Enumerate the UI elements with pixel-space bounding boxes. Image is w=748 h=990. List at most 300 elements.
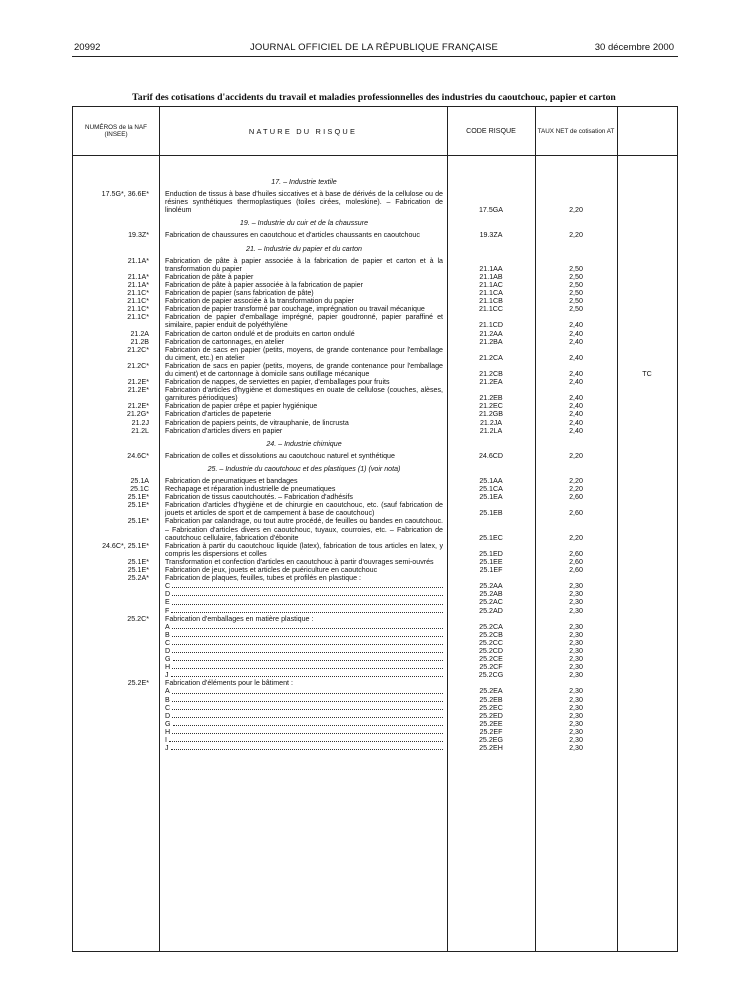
risk-code: 21.2AA — [479, 329, 503, 338]
naf-code: 21.1A* — [127, 272, 149, 281]
risk-code: 25.2CC — [478, 638, 504, 647]
risk-nature-text: Rechapage et réparation industrielle de pneumatiques — [165, 485, 336, 494]
risk-nature-text: Fabrication d'articles d'hygiène et de chirurgie en caoutchouc, etc. (sauf fabrication de jouets et articles de sport et de campement à base de caoutchouc) — [165, 501, 443, 518]
section-heading: 17. – Industrie textile — [271, 178, 337, 186]
risk-nature — [165, 720, 443, 728]
table-row — [73, 402, 677, 410]
net-rate: 2,60 — [569, 549, 583, 558]
risk-code: 25.2CD — [478, 646, 504, 655]
risk-nature — [165, 410, 443, 418]
net-rate: 2,20 — [569, 533, 583, 542]
risk-nature-text: Transformation et confection d'articles en caoutchouc à partir d'ouvrages semi-ouvrés — [165, 557, 434, 566]
net-rate: 2,60 — [569, 566, 583, 575]
risk-code: 21.2GB — [478, 410, 504, 419]
dot-leader — [171, 607, 443, 613]
table-row — [73, 574, 677, 582]
table-row — [73, 346, 677, 362]
table-row — [73, 231, 677, 239]
table-row — [73, 378, 677, 386]
net-rate: 2,30 — [569, 744, 583, 753]
risk-nature — [165, 655, 443, 663]
column-header-taux: TAUX NET de cotisation AT — [537, 127, 615, 135]
risk-nature-text: G — [165, 655, 171, 664]
risk-nature-text: C — [165, 582, 171, 591]
risk-nature — [165, 427, 443, 435]
dot-leader — [173, 720, 443, 726]
risk-code: 24.6CD — [478, 451, 504, 460]
naf-code: 25.1E* — [127, 557, 149, 566]
risk-nature — [165, 744, 443, 752]
risk-nature-text: Fabrication de sacs en papier (petits, moyens, de grande contenance pour l'emballage du ciment, etc.) en atelier — [165, 345, 443, 362]
table-row — [73, 687, 677, 695]
risk-nature-text: Fabrication de pâte à papier associée à la fabrication de papier et carton et à la transformation du papier — [165, 256, 443, 273]
risk-nature-text: Fabrication de pneumatiques et bandages — [165, 477, 298, 485]
risk-nature — [165, 485, 443, 493]
table-row — [73, 647, 677, 655]
net-rate: 2,50 — [569, 280, 583, 289]
risk-code: 25.2EG — [478, 736, 504, 744]
table-row — [73, 517, 677, 541]
net-rate: 2,40 — [569, 394, 583, 403]
naf-code: 17.5G*, 36.6E* — [101, 190, 149, 199]
table-row — [73, 679, 677, 687]
risk-code: 21.1CC — [478, 305, 504, 314]
risk-nature — [165, 558, 443, 566]
risk-nature-text: D — [165, 646, 171, 655]
net-rate: 2,20 — [569, 231, 583, 240]
table-row — [73, 289, 677, 297]
risk-code: 25.1EF — [479, 566, 503, 575]
risk-nature-text: E — [165, 598, 170, 607]
table-row — [73, 655, 677, 663]
risk-nature — [165, 687, 443, 695]
table-row — [73, 696, 677, 704]
risk-code: 21.2EC — [479, 402, 503, 411]
risk-nature — [165, 402, 443, 410]
naf-code: 19.3Z* — [128, 231, 149, 240]
risk-nature — [165, 289, 443, 297]
net-rate: 2,30 — [569, 727, 583, 736]
naf-code: 25.2E* — [127, 679, 149, 688]
naf-code: 21.1A* — [127, 280, 149, 289]
naf-code: 25.1E* — [127, 493, 149, 502]
risk-nature-text: Fabrication de pâte à papier associée à la fabrication de papier — [165, 280, 363, 289]
table-row — [73, 501, 677, 517]
table-row — [73, 427, 677, 435]
risk-code: 25.2EB — [479, 695, 503, 704]
risk-code: 25.2CA — [479, 622, 503, 631]
table-row — [73, 257, 677, 273]
column-header-nature: NATURE DU RISQUE — [248, 126, 358, 136]
risk-code: 25.2CE — [479, 655, 503, 664]
risk-nature-text: H — [165, 727, 171, 736]
net-rate: 2,50 — [569, 297, 583, 306]
risk-nature-text: Fabrication de papier transformé par couchage, imprégnation ou travail mécanique — [165, 305, 425, 314]
risk-nature-text: Fabrication d'articles d'hygiène et domestiques en ouate de cellulose (couches, alèses, garnitures périodiques) — [165, 386, 443, 403]
table-row — [73, 452, 677, 460]
risk-nature — [165, 663, 443, 671]
rate-note: TC — [642, 369, 652, 378]
net-rate: 2,30 — [569, 663, 583, 672]
net-rate: 2,50 — [569, 264, 583, 273]
table-row — [73, 297, 677, 305]
naf-code: 21.2L — [131, 426, 149, 435]
table-row — [73, 477, 677, 485]
risk-nature — [165, 679, 443, 687]
net-rate: 2,60 — [569, 557, 583, 566]
tariff-table — [72, 106, 678, 952]
net-rate: 2,30 — [569, 630, 583, 639]
table-row — [73, 386, 677, 402]
section-heading: 25. – Industrie du caoutchouc et des plastiques (1) (voir nota) — [207, 464, 401, 473]
risk-nature — [165, 639, 443, 647]
net-rate: 2,50 — [569, 272, 583, 281]
net-rate: 2,40 — [569, 410, 583, 419]
risk-nature-text: J — [165, 671, 169, 680]
net-rate: 2,30 — [569, 703, 583, 712]
table-row — [73, 704, 677, 712]
net-rate: 2,30 — [569, 655, 583, 664]
naf-code: 25.2C* — [127, 614, 149, 623]
risk-code: 25.2AD — [479, 606, 503, 615]
table-row — [73, 305, 677, 313]
table-row — [73, 281, 677, 289]
risk-nature — [165, 566, 443, 574]
dot-leader — [172, 704, 443, 710]
dot-leader — [172, 728, 443, 734]
risk-code: 21.2JA — [479, 418, 503, 427]
net-rate: 2,30 — [569, 606, 583, 615]
net-rate: 2,50 — [569, 305, 583, 314]
table-row — [73, 410, 677, 418]
naf-code: 21.2A — [130, 329, 149, 338]
risk-nature — [165, 273, 443, 281]
net-rate: 2,30 — [569, 719, 583, 728]
table-row — [73, 330, 677, 338]
naf-code: 21.1C* — [127, 313, 149, 322]
risk-nature — [165, 623, 443, 631]
risk-nature — [165, 607, 443, 615]
risk-nature — [165, 297, 443, 305]
risk-nature — [165, 281, 443, 289]
risk-code: 25.1EB — [479, 509, 503, 518]
table-row — [73, 419, 677, 427]
net-rate: 2,30 — [569, 687, 583, 696]
risk-code: 25.2EC — [479, 703, 503, 712]
net-rate: 2,30 — [569, 736, 583, 744]
dot-leader — [172, 590, 443, 596]
risk-nature — [165, 346, 443, 362]
dot-leader — [172, 712, 443, 718]
dot-leader — [172, 623, 443, 629]
column-header-naf: NUMÉROS de la NAF (INSEE) — [85, 124, 147, 138]
naf-code: 25.2A* — [127, 574, 149, 583]
table-row — [73, 671, 677, 679]
dot-leader — [172, 663, 443, 669]
risk-nature — [165, 582, 443, 590]
risk-nature — [165, 231, 443, 239]
net-rate: 2,30 — [569, 622, 583, 631]
dot-leader — [173, 655, 443, 661]
risk-code: 25.1AA — [479, 477, 503, 485]
net-rate: 2,40 — [569, 337, 583, 346]
risk-nature-text: C — [165, 638, 171, 647]
section-heading: 21. – Industrie du papier et du carton — [246, 244, 362, 253]
naf-code: 21.2G* — [126, 410, 149, 419]
table-row — [73, 542, 677, 558]
net-rate: 2,30 — [569, 582, 583, 591]
dot-leader — [169, 736, 443, 742]
table-row — [73, 493, 677, 501]
risk-nature — [165, 313, 443, 329]
risk-nature — [165, 598, 443, 606]
risk-code: 21.2CB — [479, 369, 503, 378]
table-row — [73, 558, 677, 566]
table-row — [73, 590, 677, 598]
risk-code: 25.2AA — [479, 582, 503, 591]
table-row — [73, 728, 677, 736]
table-row — [73, 615, 677, 623]
risk-nature — [165, 712, 443, 720]
risk-nature-text: Enduction de tissus à base d'huiles siccatives et à base de dérivés de la cellulose ou de résines synthétiques thermoplastiques (toiles cirées, moleskine). – Fabrication de linoléum — [165, 190, 443, 215]
naf-code: 21.2E* — [127, 386, 149, 395]
risk-nature-text: Fabrication de colles et dissolutions au caoutchouc naturel et synthétique — [165, 451, 395, 460]
risk-nature — [165, 493, 443, 501]
net-rate: 2,40 — [569, 426, 583, 435]
net-rate: 2,30 — [569, 638, 583, 647]
naf-code: 25.1E* — [127, 517, 149, 526]
table-row — [73, 190, 677, 214]
risk-nature — [165, 542, 443, 558]
risk-nature-text: C — [165, 703, 171, 712]
table-row — [73, 639, 677, 647]
risk-nature-text: Fabrication de plaques, feuilles, tubes et profilés en plastique : — [165, 574, 361, 583]
net-rate: 2,40 — [569, 402, 583, 411]
risk-code: 25.2EA — [479, 687, 503, 696]
risk-nature-text: F — [165, 606, 170, 615]
table-row — [73, 663, 677, 671]
risk-nature — [165, 671, 443, 679]
risk-nature-text: Fabrication de papier crêpe et papier hygiénique — [165, 402, 318, 411]
risk-code: 21.1AC — [479, 280, 503, 289]
risk-code: 19.3ZA — [479, 231, 503, 240]
naf-code: 21.2E* — [127, 378, 149, 387]
risk-code: 21.2EA — [479, 378, 503, 387]
risk-nature — [165, 728, 443, 736]
net-rate: 2,30 — [569, 590, 583, 599]
risk-nature-text: B — [165, 695, 170, 704]
net-rate: 2,30 — [569, 671, 583, 680]
issue-date: 30 décembre 2000 — [594, 42, 674, 53]
risk-code: 25.2CG — [478, 671, 504, 680]
page-number: 20992 — [74, 42, 101, 53]
section-heading: 19. – Industrie du cuir et de la chaussure — [239, 219, 369, 228]
table-row — [73, 582, 677, 590]
risk-nature — [165, 419, 443, 427]
risk-nature — [165, 477, 443, 485]
dot-leader — [171, 671, 443, 677]
net-rate: 2,20 — [569, 206, 583, 215]
naf-code: 21.1C* — [127, 305, 149, 314]
risk-nature-text: Fabrication de papiers peints, de vitrauphanie, de lincrusta — [165, 418, 349, 427]
header-rule — [72, 56, 678, 57]
risk-nature-text: Fabrication de sacs en papier (petits, moyens, de grande contenance pour l'emballage du ciment) et de cartonnage à domicile sans outillage mécanique — [165, 361, 443, 378]
naf-code: 21.2C* — [127, 361, 149, 370]
document-title: Tarif des cotisations d'accidents du travail et maladies professionnelles des industries du caoutchouc, papier et carton — [132, 92, 616, 103]
net-rate: 2,60 — [569, 509, 583, 518]
net-rate: 2,30 — [569, 646, 583, 655]
naf-code: 25.1C — [130, 485, 149, 494]
table-row — [73, 736, 677, 744]
dot-leader — [172, 582, 443, 588]
dot-leader — [172, 647, 443, 653]
section-heading: 24. – Industrie chimique — [266, 439, 342, 448]
risk-nature — [165, 696, 443, 704]
dot-leader — [172, 598, 443, 604]
risk-nature — [165, 501, 443, 517]
risk-code: 21.1CB — [479, 297, 503, 306]
table-row — [73, 566, 677, 574]
net-rate: 2,20 — [569, 477, 583, 485]
net-rate: 2,20 — [569, 451, 583, 460]
risk-nature-text: Fabrication de papier d'emballage imprégné, papier goudronné, papier paraffiné et similaire, papier enduit de polyéthylène — [165, 313, 443, 330]
table-row — [73, 338, 677, 346]
risk-nature — [165, 704, 443, 712]
naf-code: 25.1E* — [127, 501, 149, 510]
table-row — [73, 273, 677, 281]
table-row — [73, 485, 677, 493]
naf-code: 21.2B — [130, 337, 149, 346]
net-rate: 2,20 — [569, 485, 583, 494]
net-rate: 2,40 — [569, 321, 583, 330]
risk-nature — [165, 615, 443, 623]
risk-code: 25.1EC — [479, 533, 503, 542]
risk-nature — [165, 257, 443, 273]
risk-nature-text: B — [165, 630, 170, 639]
net-rate: 2,40 — [569, 378, 583, 387]
risk-code: 25.2AB — [479, 590, 503, 599]
naf-code: 21.2C* — [127, 345, 149, 354]
risk-nature — [165, 362, 443, 378]
risk-nature — [165, 378, 443, 386]
risk-code: 21.2EB — [479, 394, 503, 403]
risk-nature-text: Fabrication de papier associée à la transformation du papier — [165, 297, 354, 306]
risk-nature-text: A — [165, 687, 170, 696]
journal-title: JOURNAL OFFICIEL DE LA RÉPUBLIQUE FRANÇAISE — [249, 42, 499, 53]
table-body — [73, 173, 677, 752]
risk-code: 25.2EH — [479, 744, 503, 753]
table-row — [73, 744, 677, 752]
risk-nature-text: A — [165, 622, 170, 631]
risk-code: 21.1CA — [479, 289, 503, 298]
risk-code: 25.2ED — [479, 711, 503, 720]
risk-nature-text: Fabrication de cartonnages, en atelier — [165, 337, 285, 346]
table-row — [73, 607, 677, 615]
risk-code: 25.2EE — [479, 719, 503, 728]
risk-nature-text: Fabrication d'emballages en matière plastique : — [165, 614, 314, 623]
naf-code: 24.6C*, 25.1E* — [102, 541, 149, 550]
risk-nature — [165, 517, 443, 541]
risk-nature — [165, 736, 443, 744]
risk-code: 21.2BA — [479, 337, 503, 346]
risk-code: 21.1AA — [479, 264, 503, 273]
net-rate: 2,40 — [569, 329, 583, 338]
risk-nature — [165, 631, 443, 639]
risk-code: 25.2AC — [479, 598, 503, 607]
net-rate: 2,50 — [569, 289, 583, 298]
net-rate: 2,60 — [569, 493, 583, 502]
table-row — [73, 712, 677, 720]
risk-nature-text: I — [165, 736, 167, 744]
naf-code: 21.2J — [131, 418, 149, 427]
naf-code: 21.2E* — [127, 402, 149, 411]
risk-code: 21.2LA — [479, 426, 503, 435]
risk-code: 25.1CA — [479, 485, 503, 494]
naf-code: 25.1A — [130, 477, 149, 485]
risk-code: 21.1AB — [479, 272, 503, 281]
risk-nature — [165, 330, 443, 338]
net-rate: 2,30 — [569, 598, 583, 607]
table-row — [73, 313, 677, 329]
table-row — [73, 720, 677, 728]
risk-nature — [165, 647, 443, 655]
risk-nature-text: Fabrication d'articles divers en papier — [165, 426, 283, 435]
risk-code: 25.2CB — [479, 630, 503, 639]
table-row — [73, 362, 677, 378]
header-row-divider — [73, 155, 677, 156]
risk-nature-text: D — [165, 590, 171, 599]
naf-code: 21.1C* — [127, 289, 149, 298]
dot-leader — [172, 639, 443, 645]
table-row — [73, 598, 677, 606]
naf-code: 21.1C* — [127, 297, 149, 306]
table-row — [73, 631, 677, 639]
risk-code: 21.2CA — [479, 353, 503, 362]
risk-code: 21.1CD — [478, 321, 504, 330]
risk-nature — [165, 574, 443, 582]
dot-leader — [172, 696, 443, 702]
net-rate: 2,40 — [569, 369, 583, 378]
risk-code: 25.1EE — [479, 557, 503, 566]
risk-nature-text: Fabrication de papier (sans fabrication de pâte) — [165, 289, 314, 298]
risk-nature — [165, 338, 443, 346]
risk-nature-text: D — [165, 711, 171, 720]
naf-code: 24.6C* — [127, 451, 149, 460]
column-header-code: CODE RISQUE — [466, 126, 516, 135]
risk-nature-text: Fabrication de jeux, jouets et articles de puériculture en caoutchouc — [165, 566, 378, 575]
naf-code: 25.1E* — [127, 566, 149, 575]
risk-nature — [165, 590, 443, 598]
risk-nature-text: Fabrication par calandrage, ou tout autre procédé, de feuilles ou bandes en caoutchouc. – Fabrication d'articles divers en caoutchouc, tuyaux, courroies, etc. – Fabrication de caoutchouc cellulaire, fabrication d'ébonite — [165, 517, 443, 542]
dot-leader — [171, 744, 443, 750]
naf-code: 21.1A* — [127, 256, 149, 265]
risk-nature — [165, 452, 443, 460]
risk-nature-text: G — [165, 719, 171, 728]
table-row — [73, 623, 677, 631]
risk-nature-text: Fabrication de chaussures en caoutchouc et d'articles chaussants en caoutchouc — [165, 231, 420, 240]
net-rate: 2,40 — [569, 353, 583, 362]
risk-code: 25.1EA — [479, 493, 503, 502]
risk-nature-text: Fabrication à partir du caoutchouc liquide (latex), fabrication de tous articles en latex, y compris les dispersions et colles — [165, 541, 443, 558]
net-rate: 2,40 — [569, 418, 583, 427]
risk-code: 25.1ED — [479, 549, 503, 558]
risk-nature-text: Fabrication d'éléments pour le bâtiment : — [165, 679, 293, 688]
risk-nature — [165, 305, 443, 313]
risk-nature — [165, 190, 443, 214]
risk-nature-text: Fabrication de pâte à papier — [165, 272, 254, 281]
risk-code: 25.2CF — [479, 663, 503, 672]
net-rate: 2,30 — [569, 711, 583, 720]
